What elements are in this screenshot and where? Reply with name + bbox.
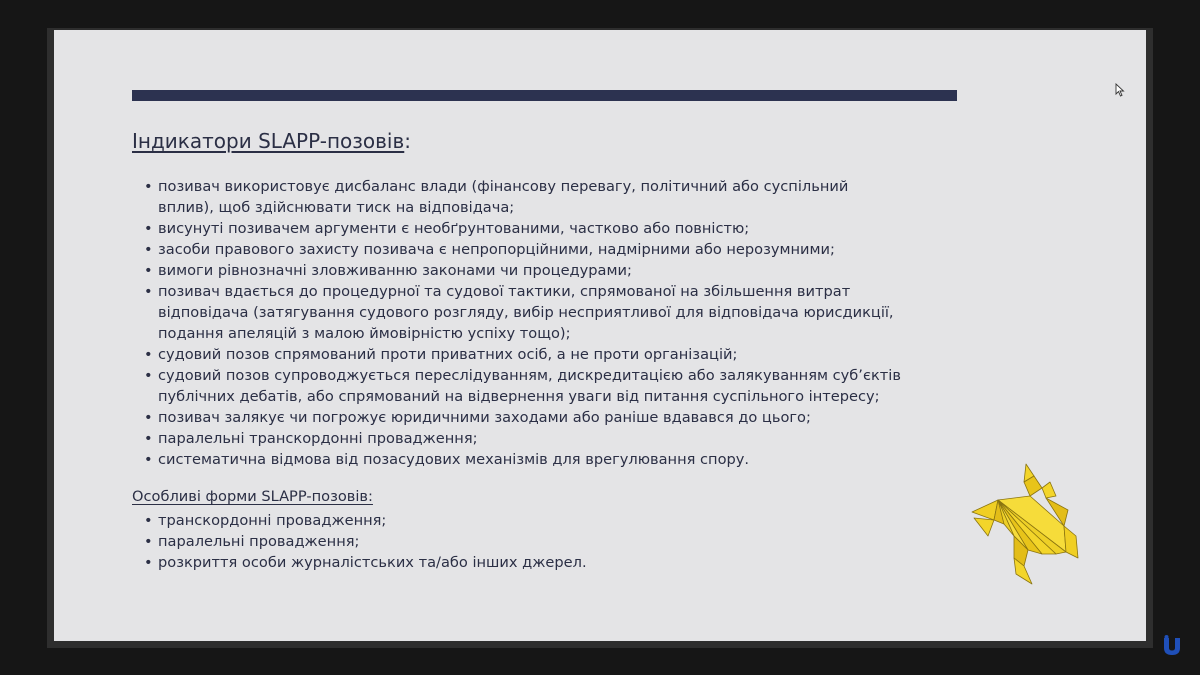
list-item: • паралельні провадження; <box>158 531 587 552</box>
list-item: • систематична відмова від позасудових механізмів для врегулювання спору. <box>158 449 901 470</box>
special-forms-list <box>158 510 587 573</box>
list-item-continuation: відповідача (затягування судового розгляду, вибір несприятливої для відповідача юрисдикції, <box>158 304 894 321</box>
list-item: • позивач використовує дисбаланс влади (фінансову перевагу, політичний або суспільний <box>158 176 901 197</box>
list-item: • висунуті позивачем аргументи є необґрунтованими, частково або повністю; <box>158 218 901 239</box>
brand-logo-icon <box>1160 634 1184 658</box>
list-item: • паралельні транскордонні провадження; <box>158 428 901 449</box>
special-forms-heading: Особливі форми SLAPP-позовів: <box>132 488 373 505</box>
list-item: • позивач вдається до процедурної та судової тактики, спрямованої на збільшення витрат <box>158 281 901 302</box>
list-item: • транскордонні провадження; <box>158 510 587 531</box>
slide-heading <box>132 129 411 153</box>
heading-text: Індикатори SLAPP-позовів <box>132 129 405 153</box>
list-item-continuation: публічних дебатів, або спрямований на відвернення уваги від питання суспільного інтересу; <box>158 388 880 405</box>
list-item: • вимоги рівнозначні зловживанню законами чи процедурами; <box>158 260 901 281</box>
presentation-slide <box>54 30 1146 641</box>
list-item: • засоби правового захисту позивача є непропорційними, надмірними або нерозумними; <box>158 239 901 260</box>
heading-colon: : <box>404 129 412 153</box>
list-item: • судовий позов супроводжується переслідуванням, дискредитацією або залякуванням суб’єктів <box>158 365 901 386</box>
list-item: • позивач залякує чи погрожує юридичними заходами або раніше вдавався до цього; <box>158 407 901 428</box>
origami-frog-icon <box>954 462 1089 587</box>
list-item-continuation: вплив), щоб здійснювати тиск на відповідача; <box>158 199 515 216</box>
mouse-cursor-icon <box>1115 83 1125 97</box>
list-item-continuation: подання апеляцій з малою ймовірністю успіху тощо); <box>158 325 571 342</box>
indicators-list <box>158 176 901 470</box>
list-item: • судовий позов спрямований проти приватних осіб, а не проти організацій; <box>158 344 901 365</box>
list-item: • розкриття особи журналістських та/або інших джерел. <box>158 552 587 573</box>
title-accent-bar <box>132 90 957 101</box>
